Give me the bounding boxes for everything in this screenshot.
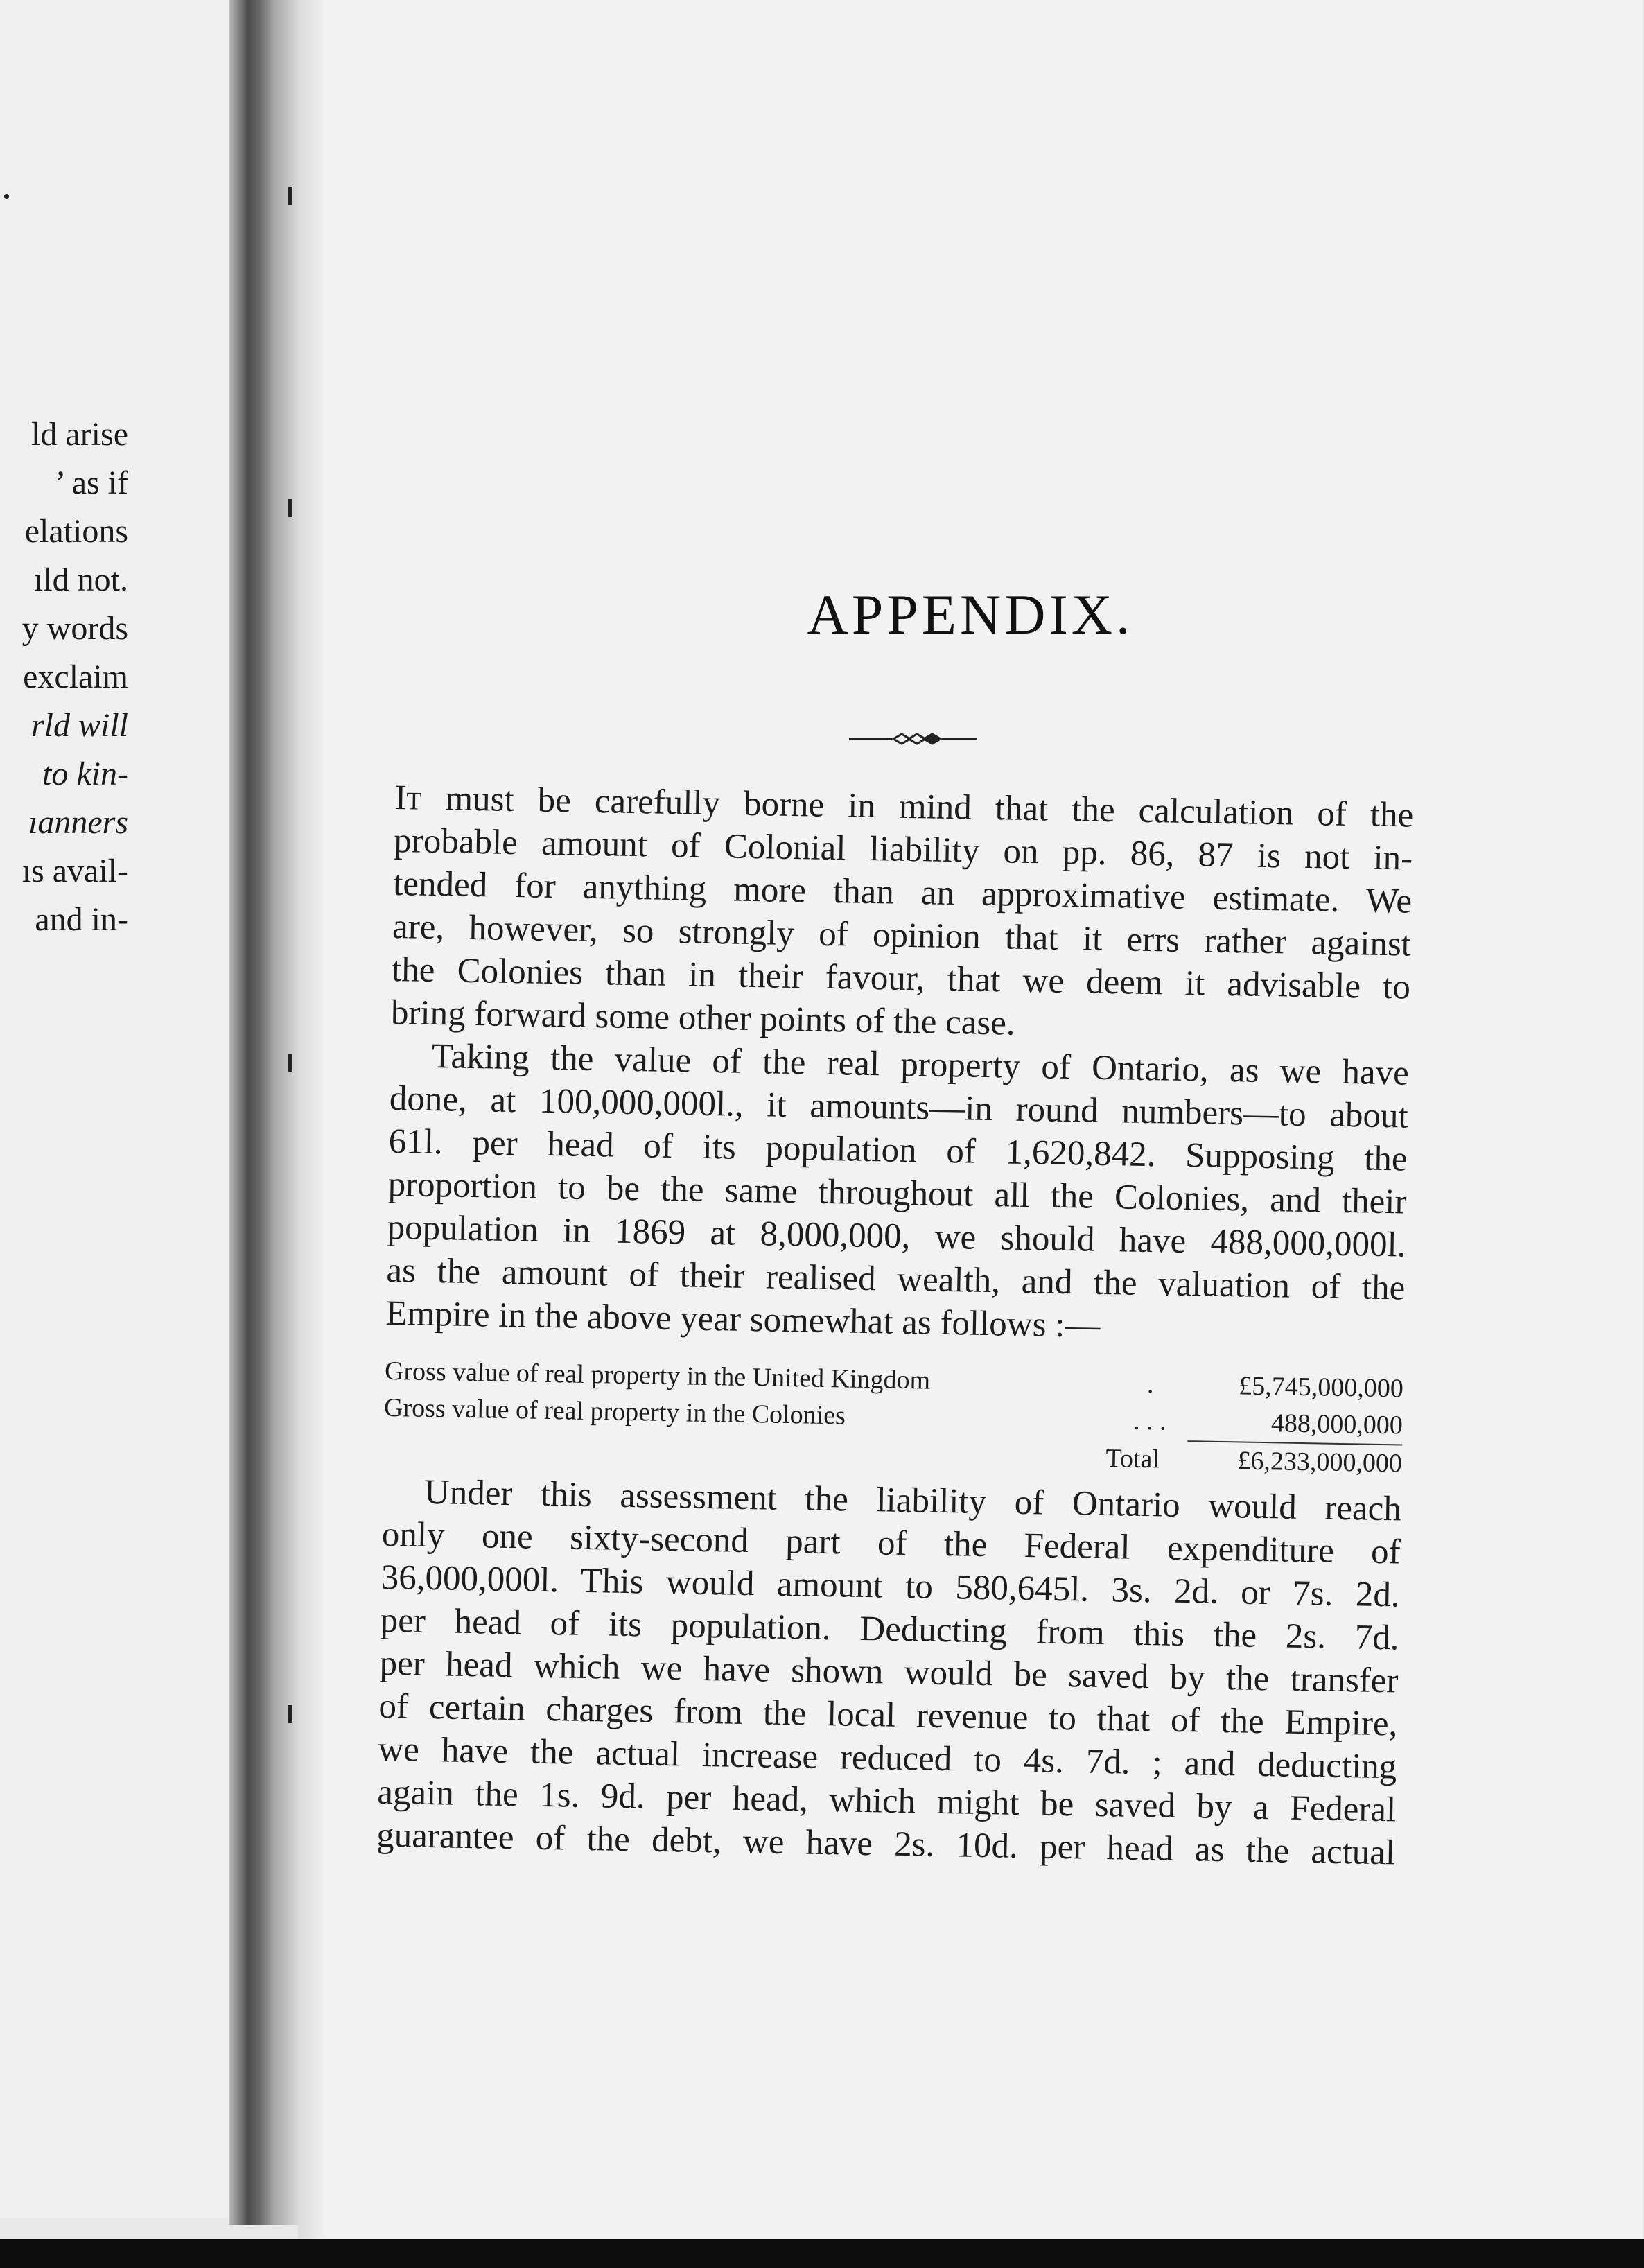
row-label: Gross value of real property in the Colonies (383, 1393, 846, 1431)
total-amount: £6,233,000,000 (1237, 1446, 1403, 1478)
book-gutter (229, 0, 298, 2225)
gutter-mark (288, 1054, 292, 1072)
left-line: ’ as if (55, 464, 128, 501)
text-line: are, however, so strongly of opinion that it errs rather against (392, 907, 1412, 964)
valuation-table (383, 1353, 1404, 1483)
left-line: rld will (30, 707, 128, 744)
text-line: It must be carefully borne in mind that the calculation of the (394, 778, 1414, 835)
text-line: population in 1869 at 8,000,000, we should have 488,000,000l. (387, 1207, 1406, 1265)
gutter-mark (288, 1705, 292, 1723)
left-line: to kin- (42, 756, 128, 792)
left-line: elations (24, 513, 128, 550)
left-page-mark: . (1, 162, 12, 207)
left-line: y words (21, 610, 128, 647)
text-line: guarantee of the debt, we have 2s. 10d. per head as the actual (376, 1815, 1396, 1873)
paragraph-2 (385, 1034, 1644, 1358)
text-line: of certain charges from the local revenue to that of the Empire, (378, 1686, 1398, 1744)
text-line: 61l. per head of its population of 1,620,842. Supposing the (388, 1122, 1408, 1179)
text-line: per head which we have shown would be saved by the transfer (379, 1643, 1399, 1701)
left-page (0, 0, 229, 2218)
total-label: Total (1105, 1444, 1160, 1474)
text-line: the Colonies than in their favour, that we deem it advisable to (391, 950, 1411, 1007)
left-line: exclaim (23, 658, 128, 695)
page-shadow (298, 0, 326, 2239)
left-line: ıs avail- (21, 853, 128, 889)
left-line: and in- (35, 901, 128, 938)
row-leader: . . . (1133, 1406, 1167, 1436)
row-leader: . (1146, 1370, 1154, 1399)
right-page (298, 0, 1643, 2239)
appendix-body (376, 776, 1644, 1880)
text-line: proportion to be the same throughout all the Colonies, and their (387, 1164, 1407, 1222)
text-line: done, at 100,000,000l., it amounts—in round numbers—to about (389, 1079, 1409, 1136)
text-line: tended for anything more than an approximative estimate. We (392, 864, 1413, 921)
text-line: only one sixty-second part of the Federal expenditure of (381, 1515, 1401, 1572)
text-line: again the 1s. 9d. per head, which might be saved by a Federal (376, 1772, 1397, 1830)
row-label: Gross value of real property in the United Kingdom (384, 1356, 931, 1395)
left-line: ld arise (31, 416, 128, 453)
text-line: bring forward some other points of the case. (390, 993, 1016, 1043)
gutter-mark (288, 499, 292, 517)
text-line: Under this assessment the liability of Ontario would reach (423, 1472, 1402, 1529)
left-line: ıld not. (33, 561, 128, 598)
left-page-text (22, 410, 128, 944)
text-line: 36,000,000l. This would amount to 580,645l. 3s. 2d. or 7s. 2d. (381, 1558, 1401, 1615)
text-line: Taking the value of the real property of Ontario, as we have (431, 1036, 1410, 1093)
text-line: as the amount of their realised wealth, and the valuation of the (386, 1250, 1406, 1308)
page-title: APPENDIX. (807, 583, 1134, 646)
paragraph-1 (391, 776, 1644, 1057)
row-amount: 488,000,000 (1187, 1404, 1403, 1445)
gutter-mark (288, 187, 292, 205)
row-amount: £5,745,000,000 (1238, 1371, 1404, 1404)
ornamental-rule (849, 731, 977, 747)
paragraph-3 (376, 1470, 1644, 1880)
text-line: we have the actual increase reduced to 4s. 7d. ; and deducting (378, 1729, 1397, 1787)
text-line: probable amount of Colonial liability on pp. 86, 87 is not in- (393, 821, 1413, 878)
left-line: ıanners (28, 804, 128, 841)
text-line: Empire in the above year somewhat as follows :— (385, 1293, 1101, 1345)
text-line: per head of its population. Deducting from this the 2s. 7d. (380, 1600, 1400, 1658)
drop-word: It (394, 778, 422, 818)
